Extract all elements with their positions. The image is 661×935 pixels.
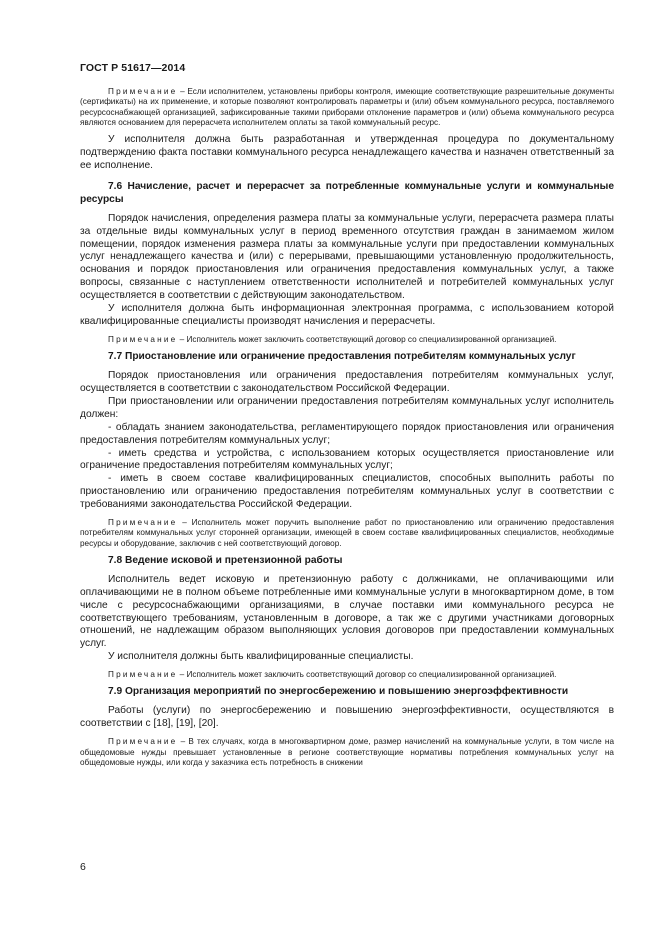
paragraph: Работы (услуги) по энергосбережению и повышению энергоэффективности, осуществляются в соответствии с [18], [19], [20].	[80, 705, 614, 730]
paragraph: Исполнитель ведет исковую и претензионную работу с должниками, не оплачивающими или оплачивающими не в полном объеме потребленные ими коммунальные услуги в многоквартирном доме, в том числе с ресурсоснабжающими организациями, в случае поставки ими коммунального ресурса не соответствующего требованиям, установленным в договоре, а так же с другими участниками договорных отношений, не надлежащим образом выполняющих условия договоров при предоставлении коммунальных услуг.	[80, 573, 614, 650]
paragraph: У исполнителя должна быть информационная электронная программа, с использованием которой квалифицированные специалисты производят начисления и перерасчеты.	[80, 303, 614, 327]
document-page	[80, 62, 614, 768]
section-heading-7-7: 7.7 Приостановление или ограничение предоставления потребителям коммунальных услуг	[108, 351, 576, 363]
paragraph: У исполнителя должна быть разработанная и утвержденная процедура по документальному подтверждению факта поставки коммунального ресурса ненадлежащего качества и назначен ответственный за ее исполнение.	[80, 134, 614, 171]
note-5	[80, 737, 614, 768]
note-2	[80, 335, 614, 345]
list-item: - обладать знанием законодательства, регламентирующего порядок приостановления или ограничения предоставления потребителям коммунальных услуг;	[80, 421, 614, 446]
note-text: – Исполнитель может поручить выполнение работ по приостановлению или ограничению предоставления потребителям коммунальных услуг сторонней организации, имеющей в своем составе квалифицированных специалистов, необходимые ресурсы и оборудование, заключив с ней соответствующий договор.	[80, 518, 614, 548]
section-heading-7-6: 7.6 Начисление, расчет и перерасчет за потребленные коммунальные услуги и коммунальные ресурсы	[80, 180, 614, 205]
note-label: Примечание	[108, 334, 178, 344]
note-text: – В тех случаях, когда в многоквартирном доме, размер начислений на коммунальные услуги, в том числе на общедомовые нужды превышает установленные в регионе соответствующие нормативы потребления коммунальных услуг на общедомовые нужды, или когда у заказчика есть потребность в снижении	[80, 737, 614, 767]
section-heading-7-8: 7.8 Ведение исковой и претензионной работы	[108, 554, 343, 566]
note-text: – Исполнитель может заключить соответствующий договор со специализированной организацией.	[177, 670, 557, 680]
note-label: Примечание	[108, 87, 178, 96]
paragraph: При приостановлении или ограничении предоставления потребителям коммунальных услуг исполнитель должен:	[80, 395, 614, 420]
note-text: – Исполнитель может заключить соответствующий договор со специализированной организацией.	[177, 334, 557, 344]
note-3	[80, 518, 614, 549]
paragraph: У исполнителя должны быть квалифицированные специалисты.	[108, 651, 414, 663]
note-label: Примечание	[108, 670, 178, 680]
note-1	[80, 87, 614, 128]
list-item: - иметь средства и устройства, с использованием которых осуществляется приостановление или ограничение предоставления потребителям коммунальных услуг;	[80, 447, 614, 472]
page-number: 6	[80, 861, 86, 873]
paragraph: Порядок начисления, определения размера платы за коммунальные услуги, перерасчета размера платы за отдельные виды коммунальных услуг в период временного отсутствия граждан в занимаемом жилом помещении, порядок изменения размера платы за коммунальные услуги при предоставлении коммунальных услуг ненадлежащего качества и (или) с перерывами, превышающими установленную продолжительность, основания и порядок приостановления или ограничения предоставления коммунальных услуг, а также вопросы, связанные с наступлением ответственности исполнителей и потребителей коммунальных услуг осуществляется в соответствии с действующим законодательством.	[80, 212, 614, 302]
note-label: Примечание	[108, 518, 178, 528]
section-heading-7-9: 7.9 Организация мероприятий по энергосбережению и повышению энергоэффективности	[108, 686, 569, 698]
list-item: - иметь в своем составе квалифицированных специалистов, способных выполнить работы по приостановлению или ограничению предоставления потребителям коммунальных услуг в соответствии с требованиями законодательства Российской Федерации.	[80, 473, 614, 511]
note-label: Примечание	[108, 737, 178, 747]
note-text: – Если исполнителем, установлены приборы контроля, имеющие соответствующие разрешительные документы (сертификаты) на их применение, и которые позволяют контролировать параметры и (или) объем коммунального ресурса, поставляемого ресурсоснабжающей организацией, зафиксированные такими приборами отклонение параметров и (или) объема коммунального ресурса являются основанием для перерасчета исполнителем оплаты за такой коммунальный ресурс.	[80, 87, 614, 127]
note-4	[80, 670, 614, 680]
document-header: ГОСТ Р 51617—2014	[80, 62, 186, 74]
paragraph: Порядок приостановления или ограничения предоставления потребителям коммунальных услуг, осуществляется в соответствии с законодательством Российской Федерации.	[80, 370, 614, 394]
